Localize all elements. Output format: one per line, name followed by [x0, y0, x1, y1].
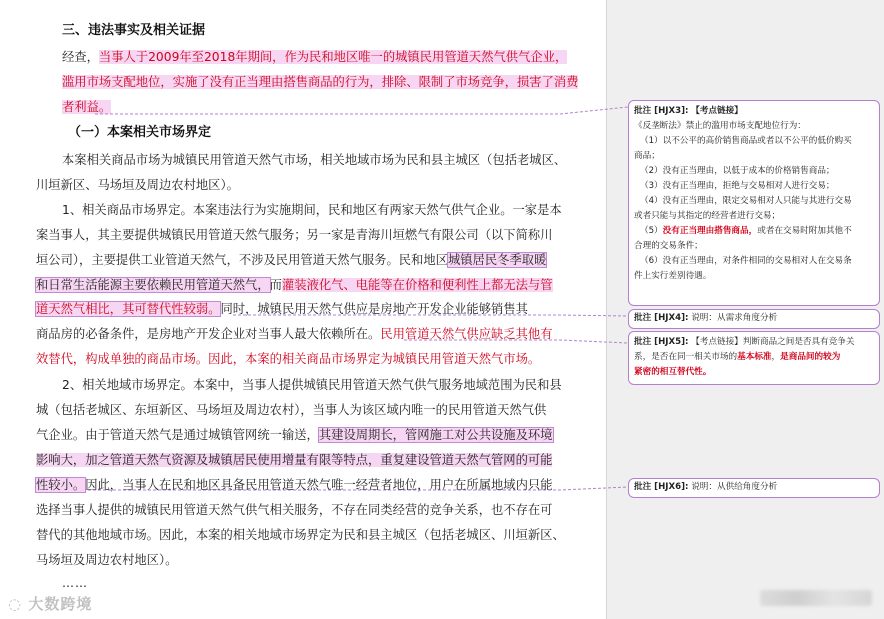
- comment-hjx3-label: 批注 [HJX3]:: [634, 106, 689, 116]
- comment-hjx3-header: [634, 104, 874, 119]
- comment-hjx3-line: 《反垄断法》禁止的滥用市场支配地位行为：: [634, 121, 806, 131]
- para1-line2: [62, 74, 578, 91]
- annotated-text-hjx4-red[interactable]: 灌装液化气、电能等在价格和便利性上都无法与管: [281, 278, 553, 292]
- para3-line3: [36, 252, 546, 269]
- annotated-text-hjx4-end[interactable]: 道天然气相比，其可替代性较弱。: [36, 302, 221, 316]
- comment-hjx4[interactable]: [628, 309, 880, 329]
- comment-hjx3-line: （3）没有正当理由，拒绝与交易相对人进行交易；: [640, 181, 835, 191]
- para4-line8: 马场垣及周边农村地区）。: [36, 553, 178, 567]
- section-heading: 三、违法事实及相关证据: [62, 23, 206, 38]
- comment-hjx3-item5-red: 没有正当理由搭售商品，: [662, 226, 758, 236]
- annotated-text-hjx3-end[interactable]: 者利益。: [62, 100, 112, 114]
- annotated-text-hjx5-cont[interactable]: 效替代，构成单独的商品市场。因此，本案的相关商品市场界定为城镇民用管道天然气市场。: [36, 352, 541, 366]
- comment-hjx3-line: （2）没有正当理由，以低于成本的价格销售商品；: [640, 166, 835, 176]
- para1-lead: 经查，: [62, 50, 99, 64]
- ellipsis: ……: [62, 576, 88, 590]
- comment-hjx5-label: 批注 [HJX5]:: [634, 337, 689, 347]
- para4-line3: [36, 427, 553, 444]
- annotated-text-hjx3-cont[interactable]: 滥用市场支配地位，实施了没有正当理由搭售商品的行为，排除、限制了市场竞争，损害了消费: [62, 75, 579, 89]
- comment-hjx4-text: 说明：从需求角度分析: [691, 313, 778, 323]
- comment-hjx3-line: 件上实行差别待遇。: [634, 271, 712, 281]
- para1-line3: [62, 99, 111, 116]
- para3-line3-text: 垣公司），主要提供工业管道天然气，不涉及民用管道天然气服务。民和地区: [36, 253, 448, 267]
- para2-line2: 川垣新区、马场垣及周边农村地区）。: [36, 178, 239, 192]
- para3-line2: 案当事人，其主要提供城镇民用管道天然气服务；另一家是青海川垣燃气有限公司（以下简称川: [36, 228, 553, 242]
- annotated-text-hjx5[interactable]: 民用管道天然气供应缺乏其他有: [380, 327, 553, 341]
- annotated-text-hjx4[interactable]: 城镇居民冬季取暖: [447, 253, 547, 267]
- annotated-text-hjx4-cont[interactable]: 和日常生活能源主要依赖民用管道天然气，: [36, 278, 270, 292]
- comment-hjx6-text: 说明：从供给角度分析: [691, 482, 778, 492]
- para3-line4-text: 而: [269, 278, 282, 292]
- comment-hjx5-line2: [634, 350, 874, 365]
- comment-hjx3-line: 商品；: [634, 151, 660, 161]
- comment-hjx6[interactable]: [628, 478, 880, 498]
- comment-hjx5-bold: 基本标准: [737, 352, 772, 362]
- subheading: （一）本案相关市场界定: [68, 125, 212, 140]
- para3-line6-text: 商品房的必备条件，是房地产开发企业对当事人最大依赖所在。: [36, 327, 381, 341]
- comment-hjx3[interactable]: [628, 100, 880, 306]
- annotated-text-hjx6[interactable]: 其建设周期长，管网施工对公共设施及环境: [318, 428, 553, 442]
- para4-line7: 替代的其他地域市场。因此，本案的相关地域市场界定为民和县主城区（包括老城区、川垣新区、: [36, 528, 565, 542]
- para3-line4: [36, 277, 553, 294]
- para3-line5-text: 同时，城镇民用天然气供应是房地产开发企业能够销售其: [220, 302, 528, 316]
- para4-line5: [36, 477, 553, 494]
- comment-hjx5-line3: 紧密的相互替代性。: [634, 367, 712, 377]
- para3-line1: 1、相关商品市场界定。本案违法行为实施期间，民和地区有两家天然气供气企业。一家是本: [62, 203, 562, 217]
- comment-hjx3-item5-prefix: （5）: [640, 226, 663, 236]
- para3-line5: [36, 301, 528, 318]
- comment-hjx3-line: （4）没有正当理由，限定交易相对人只能与其进行交易: [640, 196, 852, 206]
- watermark-icon: ◌: [8, 595, 23, 613]
- comment-hjx6-label: 批注 [HJX6]:: [634, 482, 689, 492]
- comment-hjx3-line: 或者只能与其指定的经营者进行交易；: [634, 211, 781, 221]
- annotated-text-hjx6-end[interactable]: 性较小。: [36, 478, 86, 492]
- comment-hjx5-red: 是商品间的较为: [780, 352, 841, 362]
- para4-line4: [36, 452, 552, 469]
- comment-hjx4-label: 批注 [HJX4]:: [634, 313, 689, 323]
- comment-hjx5-line1: [634, 335, 874, 350]
- comment-hjx5-text: 【考点链接】判断商品之间是否具有竞争关: [691, 337, 855, 347]
- comment-hjx5[interactable]: [628, 331, 880, 385]
- annotated-text-hjx3[interactable]: 当事人于2009年至2018年期间，作为民和地区唯一的城镇民用管道天然气供气企业，: [98, 50, 568, 64]
- para1-line1: [62, 49, 567, 66]
- comment-hjx5-text: ，: [771, 352, 781, 362]
- comment-hjx3-item5: [634, 224, 874, 239]
- para4-line6: 选择当事人提供的城镇民用管道天然气供气相关服务，不存在同类经营的竞争关系，也不存在可: [36, 503, 553, 517]
- comment-hjx3-title: 【考点链接】: [691, 106, 743, 116]
- para4-line1: 2、相关地域市场界定。本案中，当事人提供城镇民用管道天然气供气服务地域范围为民和县: [62, 378, 562, 392]
- para3-line7: [36, 351, 540, 368]
- watermark-logo: [8, 593, 92, 614]
- comment-hjx3-line: （1）以不公平的高价销售商品或者以不公平的低价购买: [640, 136, 852, 146]
- para4-line2: 城（包括老城区、东垣新区、马场垣及周边农村），当事人为该区域内唯一的民用管道天然气供: [36, 403, 547, 417]
- comment-hjx5-text: 系，是否在同一相关市场的: [634, 352, 738, 362]
- comment-hjx3-item5-rest: 或者在交易时附加其他不: [757, 226, 852, 236]
- watermark-text: 大数跨境: [28, 595, 93, 613]
- para4-line3-text: 气企业。由于管道天然气是通过城镇管网统一输送，: [36, 428, 319, 442]
- comment-hjx3-line: 合理的交易条件；: [634, 241, 703, 251]
- annotated-text-hjx6-cont[interactable]: 影响大，加之管道天然气资源及城镇居民使用增量有限等特点，重复建设管道天然气管网的可能: [36, 453, 553, 467]
- para2-line1: 本案相关商品市场为城镇民用管道天然气市场，相关地域市场为民和县主城区（包括老城区、: [62, 153, 567, 167]
- para4-line5-text: 因此，当事人在民和地区具备民用管道天然气唯一经营者地位，用户在所属地域内只能: [85, 478, 553, 492]
- comment-hjx3-line: （6）没有正当理由，对条件相同的交易相对人在交易条: [640, 256, 852, 266]
- para3-line6: [36, 326, 553, 343]
- blurred-stamp: [760, 590, 872, 606]
